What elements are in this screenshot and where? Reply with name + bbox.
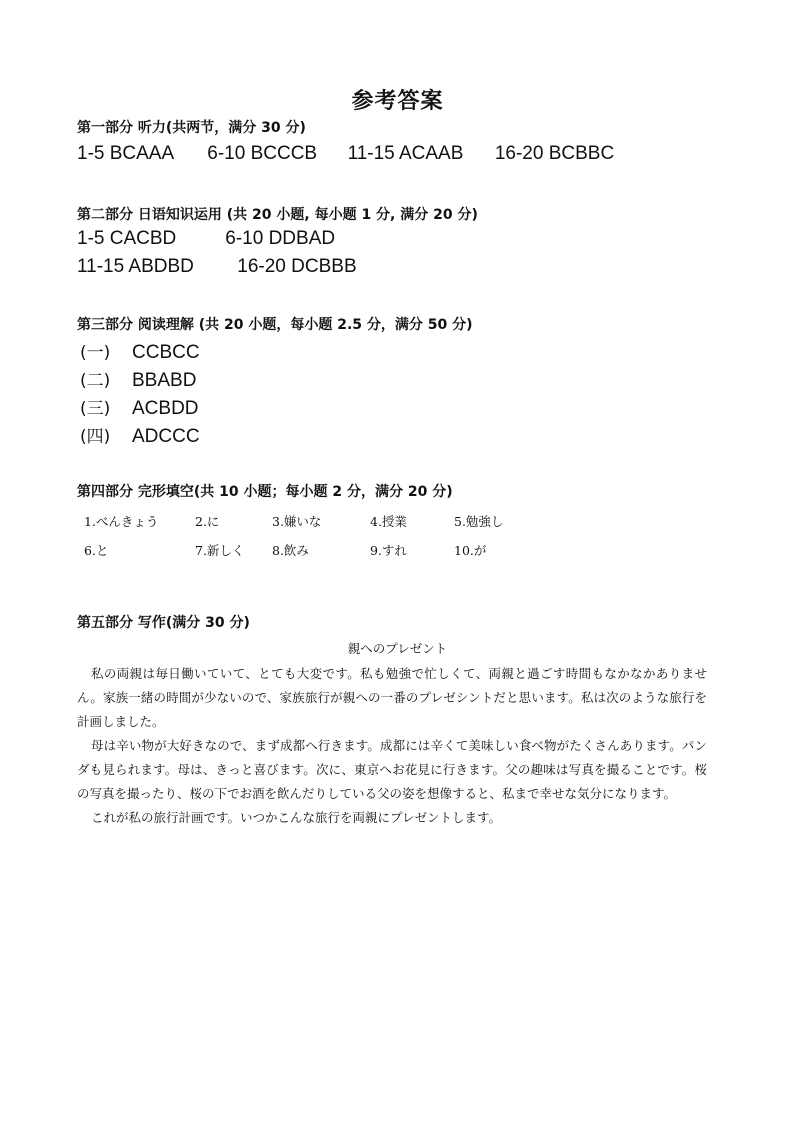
part2-group-4: 16-20 DCBBB — [237, 256, 357, 277]
page-title: 参考答案 — [351, 88, 444, 114]
part2-group-2: 6-10 DDBAD — [225, 228, 336, 249]
part2-heading: 第二部分 日语知识运用 (共 20 小题, 每小题 1 分, 满分 20 分) — [77, 207, 478, 223]
cloze-answer-3: 3.嫌いな — [272, 514, 322, 529]
part1-group-2: 6-10 BCCCB — [207, 143, 318, 164]
part3-item-1 — [80, 338, 200, 364]
part2-group-1: 1-5 CACBD — [77, 228, 177, 249]
part3-item-3-num: (三) — [80, 399, 111, 419]
part1-answers — [77, 143, 614, 165]
part3-item-2-ans: BBABD — [132, 370, 197, 391]
part3-item-4-num: (四) — [80, 427, 111, 447]
part1-group-4: 16-20 BCBBC — [494, 143, 615, 164]
part2-group-3: 11-15 ABDBD — [77, 256, 194, 277]
cloze-answer-5: 5.勉強し — [454, 514, 504, 529]
part5-heading: 第五部分 写作(满分 30 分) — [77, 615, 250, 631]
essay-title: 親へのプレゼント — [347, 641, 448, 656]
cloze-answer-9: 9.すれ — [370, 543, 407, 558]
part3-item-3 — [80, 394, 199, 420]
cloze-answer-7: 7.新しく — [195, 543, 245, 558]
essay-paragraph-2: 母は辛い物が大好きなので、まず成都へ行きます。成都には辛くて美味しい食べ物がたくさんあります。パンダも見られます。母は、きっと喜びます。次に、東京へお花見に行きます。父の趣味は写真を撮ることです。桜の写真を撮ったり、桜の下でお酒を飲んだりしている父の姿を想像すると、私まで幸せな気分になります。 — [77, 738, 707, 801]
essay-paragraph-1: 私の両親は毎日働いていて、とても大変です。私も勉強で忙しくて、両親と過ごす時間もなかなかありません。家族一緒の時間が少ないので、家族旅行が親への一番のプレゼシントだと思います。私は次のような旅行を計画しました。 — [77, 666, 707, 729]
part1-heading: 第一部分 听力(共两节，满分 30 分) — [77, 120, 306, 136]
part3-item-1-ans: CCBCC — [132, 342, 200, 363]
part3-item-2 — [80, 366, 196, 392]
part3-item-4-ans: ADCCC — [132, 426, 200, 447]
cloze-answer-6: 6.と — [84, 543, 109, 558]
cloze-answer-4: 4.授業 — [370, 514, 407, 529]
part3-item-3-ans: ACBDD — [132, 398, 199, 419]
cloze-answer-2: 2.に — [195, 514, 220, 529]
part3-item-2-num: (二) — [80, 371, 111, 391]
part1-group-3: 11-15 ACAAB — [347, 143, 464, 164]
part2-answers-line2 — [77, 256, 357, 278]
part4-heading: 第四部分 完形填空(共 10 小题；每小题 2 分，满分 20 分) — [77, 484, 453, 500]
cloze-answer-10: 10.が — [454, 543, 487, 558]
part1-group-1: 1-5 BCAAA — [77, 143, 175, 164]
part3-item-1-num: (一) — [80, 343, 111, 363]
part3-item-4 — [80, 422, 200, 448]
part3-heading: 第三部分 阅读理解 (共 20 小题，每小题 2.5 分，满分 50 分) — [77, 317, 473, 333]
cloze-answer-8: 8.飲み — [272, 543, 309, 558]
cloze-answer-1: 1.べんきょう — [84, 514, 159, 529]
part2-answers-line1 — [77, 228, 335, 250]
essay-body — [77, 662, 707, 830]
essay-paragraph-3: これが私の旅行計画です。いつかこんな旅行を両親にプレゼントします。 — [91, 810, 502, 825]
